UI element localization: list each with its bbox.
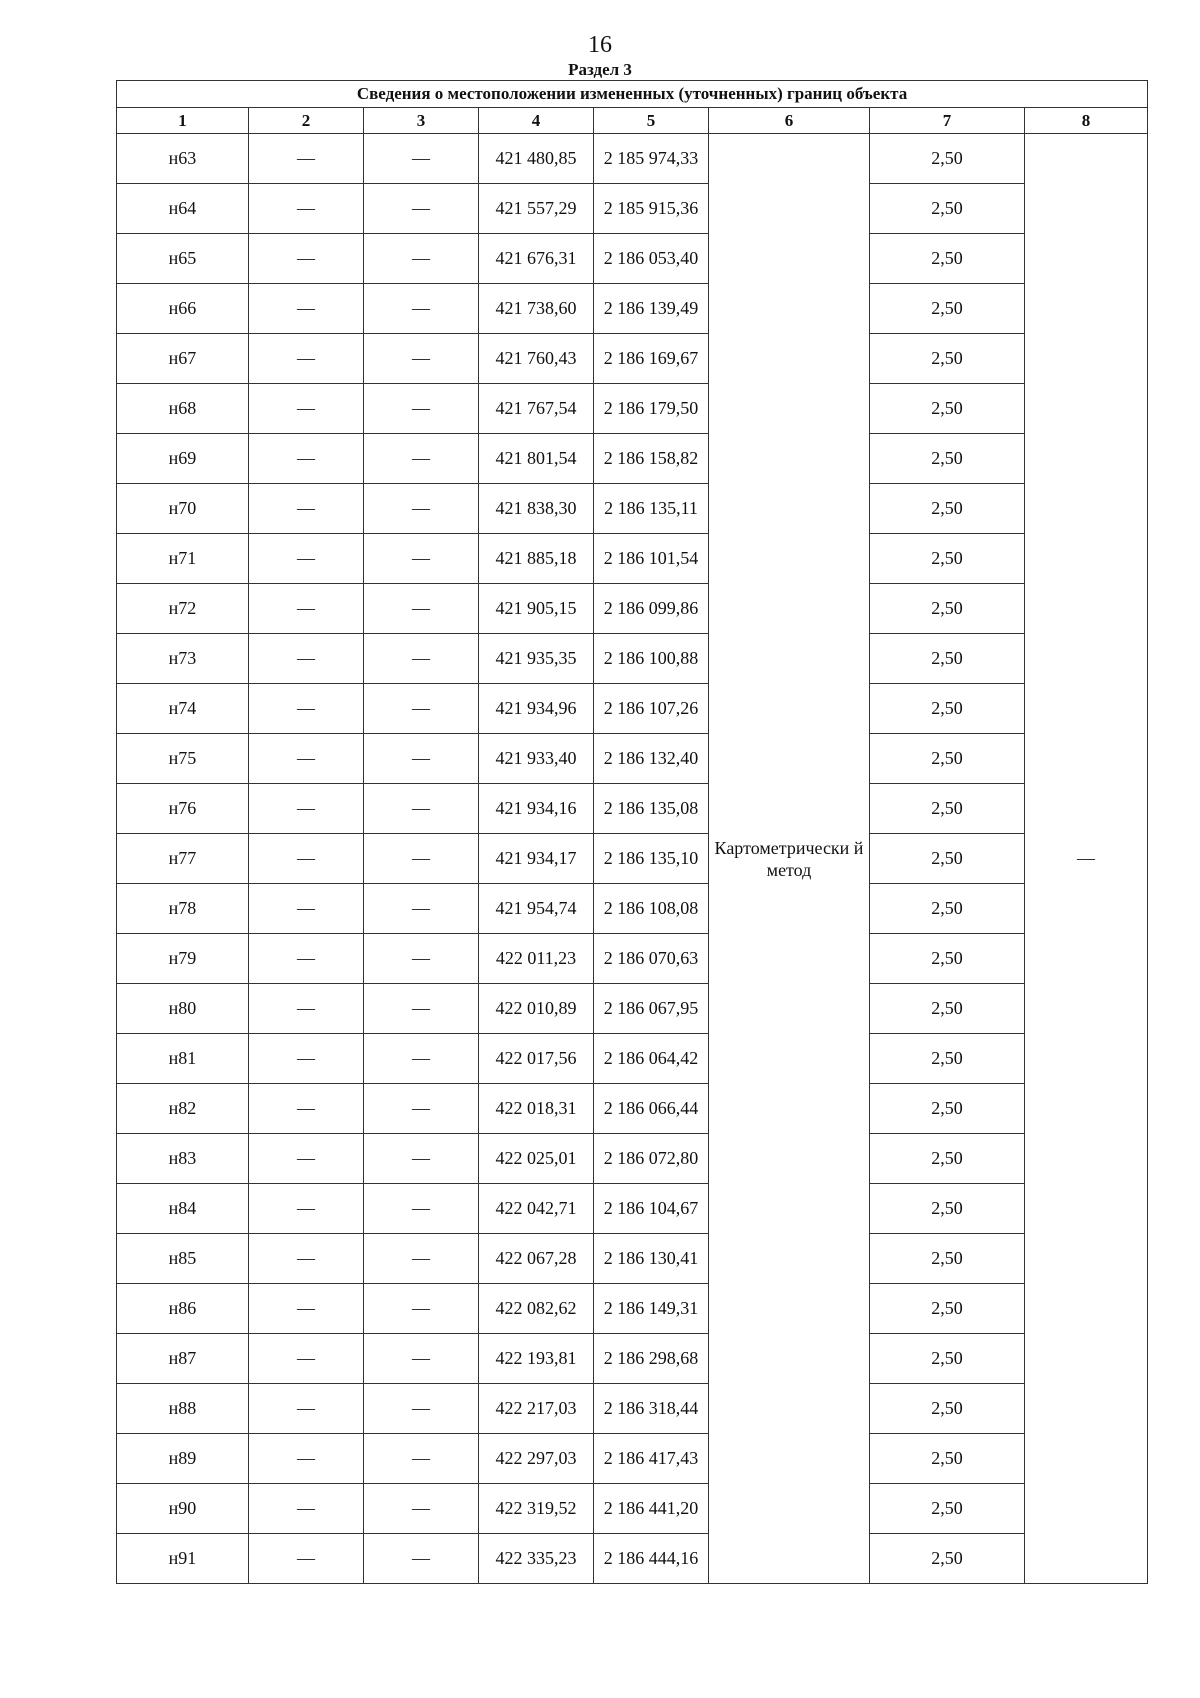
x-coordinate-cell: 422 018,31 [479, 1084, 594, 1134]
column3-cell: — [364, 784, 479, 834]
point-cell: н63 [117, 134, 249, 184]
column3-cell: — [364, 134, 479, 184]
point-cell: н70 [117, 484, 249, 534]
x-coordinate-cell: 421 760,43 [479, 334, 594, 384]
column2-cell: — [249, 934, 364, 984]
accuracy-cell: 2,50 [870, 1534, 1025, 1584]
column3-cell: — [364, 384, 479, 434]
point-cell: н72 [117, 584, 249, 634]
x-coordinate-cell: 421 801,54 [479, 434, 594, 484]
column-header-6: 6 [709, 108, 870, 134]
table-row [117, 884, 1148, 934]
x-coordinate-cell: 421 480,85 [479, 134, 594, 184]
point-cell: н86 [117, 1284, 249, 1334]
column3-cell: — [364, 734, 479, 784]
x-coordinate-cell: 421 905,15 [479, 584, 594, 634]
column-header-8: 8 [1025, 108, 1148, 134]
y-coordinate-cell: 2 186 064,42 [594, 1034, 709, 1084]
x-coordinate-cell: 422 017,56 [479, 1034, 594, 1084]
point-cell: н81 [117, 1034, 249, 1084]
x-coordinate-cell: 421 676,31 [479, 234, 594, 284]
point-cell: н83 [117, 1134, 249, 1184]
table-row [117, 134, 1148, 184]
table-row [117, 184, 1148, 234]
point-cell: н74 [117, 684, 249, 734]
table-row [117, 234, 1148, 284]
table-row [117, 284, 1148, 334]
table-row [117, 1034, 1148, 1084]
point-cell: н91 [117, 1534, 249, 1584]
accuracy-cell: 2,50 [870, 384, 1025, 434]
y-coordinate-cell: 2 186 066,44 [594, 1084, 709, 1134]
column3-cell: — [364, 584, 479, 634]
column-header-1: 1 [117, 108, 249, 134]
table-row [117, 1084, 1148, 1134]
table-caption: Сведения о местоположении измененных (уточненных) границ объекта [117, 81, 1148, 108]
y-coordinate-cell: 2 186 158,82 [594, 434, 709, 484]
x-coordinate-cell: 421 738,60 [479, 284, 594, 334]
y-coordinate-cell: 2 186 101,54 [594, 534, 709, 584]
y-coordinate-cell: 2 186 135,11 [594, 484, 709, 534]
accuracy-cell: 2,50 [870, 484, 1025, 534]
point-cell: н79 [117, 934, 249, 984]
table-row [117, 984, 1148, 1034]
table-body [117, 134, 1148, 1584]
column2-cell: — [249, 1484, 364, 1534]
point-cell: н65 [117, 234, 249, 284]
y-coordinate-cell: 2 185 915,36 [594, 184, 709, 234]
column2-cell: — [249, 284, 364, 334]
table-row [117, 1134, 1148, 1184]
column3-cell: — [364, 534, 479, 584]
column3-cell: — [364, 184, 479, 234]
column3-cell: — [364, 884, 479, 934]
point-cell: н85 [117, 1234, 249, 1284]
y-coordinate-cell: 2 185 974,33 [594, 134, 709, 184]
x-coordinate-cell: 421 557,29 [479, 184, 594, 234]
y-coordinate-cell: 2 186 298,68 [594, 1334, 709, 1384]
column3-cell: — [364, 984, 479, 1034]
accuracy-cell: 2,50 [870, 884, 1025, 934]
accuracy-cell: 2,50 [870, 1184, 1025, 1234]
y-coordinate-cell: 2 186 067,95 [594, 984, 709, 1034]
column3-cell: — [364, 284, 479, 334]
point-cell: н84 [117, 1184, 249, 1234]
x-coordinate-cell: 421 885,18 [479, 534, 594, 584]
column3-cell: — [364, 834, 479, 884]
column2-cell: — [249, 1134, 364, 1184]
accuracy-cell: 2,50 [870, 134, 1025, 184]
point-cell: н75 [117, 734, 249, 784]
x-coordinate-cell: 421 767,54 [479, 384, 594, 434]
point-cell: н76 [117, 784, 249, 834]
column2-cell: — [249, 1284, 364, 1334]
accuracy-cell: 2,50 [870, 1234, 1025, 1284]
x-coordinate-cell: 422 297,03 [479, 1434, 594, 1484]
column2-cell: — [249, 634, 364, 684]
x-coordinate-cell: 422 217,03 [479, 1384, 594, 1434]
accuracy-cell: 2,50 [870, 534, 1025, 584]
x-coordinate-cell: 422 319,52 [479, 1484, 594, 1534]
method-cell: Картометрически й метод [709, 134, 870, 1584]
y-coordinate-cell: 2 186 179,50 [594, 384, 709, 434]
column2-cell: — [249, 1234, 364, 1284]
x-coordinate-cell: 422 010,89 [479, 984, 594, 1034]
column3-cell: — [364, 334, 479, 384]
accuracy-cell: 2,50 [870, 1384, 1025, 1434]
table-row [117, 1284, 1148, 1334]
column2-cell: — [249, 1084, 364, 1134]
table-row [117, 1434, 1148, 1484]
accuracy-cell: 2,50 [870, 1484, 1025, 1534]
table-row [117, 534, 1148, 584]
x-coordinate-cell: 422 011,23 [479, 934, 594, 984]
column3-cell: — [364, 634, 479, 684]
column3-cell: — [364, 1034, 479, 1084]
y-coordinate-cell: 2 186 149,31 [594, 1284, 709, 1334]
column2-cell: — [249, 884, 364, 934]
table-row [117, 834, 1148, 884]
y-coordinate-cell: 2 186 132,40 [594, 734, 709, 784]
x-coordinate-cell: 422 025,01 [479, 1134, 594, 1184]
point-cell: н88 [117, 1384, 249, 1434]
accuracy-cell: 2,50 [870, 1334, 1025, 1384]
accuracy-cell: 2,50 [870, 434, 1025, 484]
column2-cell: — [249, 1034, 364, 1084]
x-coordinate-cell: 422 042,71 [479, 1184, 594, 1234]
x-coordinate-cell: 422 082,62 [479, 1284, 594, 1334]
point-cell: н73 [117, 634, 249, 684]
column-header-7: 7 [870, 108, 1025, 134]
y-coordinate-cell: 2 186 100,88 [594, 634, 709, 684]
point-cell: н67 [117, 334, 249, 384]
y-coordinate-cell: 2 186 318,44 [594, 1384, 709, 1434]
point-cell: н80 [117, 984, 249, 1034]
column2-cell: — [249, 584, 364, 634]
point-cell: н68 [117, 384, 249, 434]
column3-cell: — [364, 1234, 479, 1284]
table-row [117, 484, 1148, 534]
table-row [117, 634, 1148, 684]
column3-cell: — [364, 934, 479, 984]
table-row [117, 1234, 1148, 1284]
column2-cell: — [249, 234, 364, 284]
y-coordinate-cell: 2 186 104,67 [594, 1184, 709, 1234]
column3-cell: — [364, 1534, 479, 1584]
column2-cell: — [249, 1434, 364, 1484]
column2-cell: — [249, 134, 364, 184]
table-row [117, 1184, 1148, 1234]
table-row [117, 1534, 1148, 1584]
y-coordinate-cell: 2 186 441,20 [594, 1484, 709, 1534]
table-row [117, 784, 1148, 834]
column3-cell: — [364, 1434, 479, 1484]
x-coordinate-cell: 421 934,16 [479, 784, 594, 834]
point-cell: н90 [117, 1484, 249, 1534]
column2-cell: — [249, 684, 364, 734]
accuracy-cell: 2,50 [870, 1284, 1025, 1334]
y-coordinate-cell: 2 186 417,43 [594, 1434, 709, 1484]
column2-cell: — [249, 534, 364, 584]
column2-cell: — [249, 484, 364, 534]
x-coordinate-cell: 421 954,74 [479, 884, 594, 934]
accuracy-cell: 2,50 [870, 634, 1025, 684]
column2-cell: — [249, 334, 364, 384]
column2-cell: — [249, 1184, 364, 1234]
y-coordinate-cell: 2 186 070,63 [594, 934, 709, 984]
y-coordinate-cell: 2 186 108,08 [594, 884, 709, 934]
accuracy-cell: 2,50 [870, 834, 1025, 884]
x-coordinate-cell: 421 933,40 [479, 734, 594, 784]
x-coordinate-cell: 421 838,30 [479, 484, 594, 534]
column3-cell: — [364, 1134, 479, 1184]
y-coordinate-cell: 2 186 169,67 [594, 334, 709, 384]
table-row [117, 584, 1148, 634]
column3-cell: — [364, 484, 479, 534]
column3-cell: — [364, 234, 479, 284]
column-header-4: 4 [479, 108, 594, 134]
y-coordinate-cell: 2 186 099,86 [594, 584, 709, 634]
section-title: Раздел 3 [568, 60, 632, 79]
coordinates-table [116, 80, 1148, 1584]
y-coordinate-cell: 2 186 107,26 [594, 684, 709, 734]
column3-cell: — [364, 434, 479, 484]
point-cell: н66 [117, 284, 249, 334]
accuracy-cell: 2,50 [870, 1034, 1025, 1084]
column2-cell: — [249, 434, 364, 484]
point-cell: н78 [117, 884, 249, 934]
accuracy-cell: 2,50 [870, 734, 1025, 784]
column3-cell: — [364, 1284, 479, 1334]
accuracy-cell: 2,50 [870, 584, 1025, 634]
point-cell: н89 [117, 1434, 249, 1484]
table-row [117, 1334, 1148, 1384]
column3-cell: — [364, 1384, 479, 1434]
y-coordinate-cell: 2 186 053,40 [594, 234, 709, 284]
accuracy-cell: 2,50 [870, 1084, 1025, 1134]
x-coordinate-cell: 421 934,17 [479, 834, 594, 884]
table-row [117, 384, 1148, 434]
column2-cell: — [249, 984, 364, 1034]
column2-cell: — [249, 184, 364, 234]
point-cell: н87 [117, 1334, 249, 1384]
accuracy-cell: 2,50 [870, 334, 1025, 384]
x-coordinate-cell: 421 934,96 [479, 684, 594, 734]
column3-cell: — [364, 1084, 479, 1134]
column2-cell: — [249, 1384, 364, 1434]
y-coordinate-cell: 2 186 139,49 [594, 284, 709, 334]
x-coordinate-cell: 422 335,23 [479, 1534, 594, 1584]
accuracy-cell: 2,50 [870, 234, 1025, 284]
table-row [117, 434, 1148, 484]
table-row [117, 1484, 1148, 1534]
y-coordinate-cell: 2 186 072,80 [594, 1134, 709, 1184]
column3-cell: — [364, 684, 479, 734]
table-row [117, 684, 1148, 734]
y-coordinate-cell: 2 186 444,16 [594, 1534, 709, 1584]
table-row [117, 334, 1148, 384]
point-cell: н77 [117, 834, 249, 884]
y-coordinate-cell: 2 186 130,41 [594, 1234, 709, 1284]
accuracy-cell: 2,50 [870, 684, 1025, 734]
accuracy-cell: 2,50 [870, 184, 1025, 234]
column2-cell: — [249, 1334, 364, 1384]
point-cell: н69 [117, 434, 249, 484]
accuracy-cell: 2,50 [870, 284, 1025, 334]
column-header-2: 2 [249, 108, 364, 134]
y-coordinate-cell: 2 186 135,10 [594, 834, 709, 884]
page-number: 16 [588, 32, 612, 58]
column-header-row [117, 108, 1148, 134]
accuracy-cell: 2,50 [870, 1434, 1025, 1484]
column2-cell: — [249, 784, 364, 834]
column3-cell: — [364, 1484, 479, 1534]
x-coordinate-cell: 422 067,28 [479, 1234, 594, 1284]
point-cell: н64 [117, 184, 249, 234]
y-coordinate-cell: 2 186 135,08 [594, 784, 709, 834]
column-header-3: 3 [364, 108, 479, 134]
table-row [117, 934, 1148, 984]
column2-cell: — [249, 734, 364, 784]
accuracy-cell: 2,50 [870, 934, 1025, 984]
accuracy-cell: 2,50 [870, 784, 1025, 834]
table-caption-row [117, 81, 1148, 108]
point-cell: н71 [117, 534, 249, 584]
column2-cell: — [249, 1534, 364, 1584]
point-cell: н82 [117, 1084, 249, 1134]
accuracy-cell: 2,50 [870, 1134, 1025, 1184]
x-coordinate-cell: 421 935,35 [479, 634, 594, 684]
column3-cell: — [364, 1184, 479, 1234]
column2-cell: — [249, 384, 364, 434]
table-row [117, 734, 1148, 784]
accuracy-cell: 2,50 [870, 984, 1025, 1034]
column-header-5: 5 [594, 108, 709, 134]
x-coordinate-cell: 422 193,81 [479, 1334, 594, 1384]
column3-cell: — [364, 1334, 479, 1384]
table-row [117, 1384, 1148, 1434]
column2-cell: — [249, 834, 364, 884]
column8-cell: — [1025, 134, 1148, 1584]
